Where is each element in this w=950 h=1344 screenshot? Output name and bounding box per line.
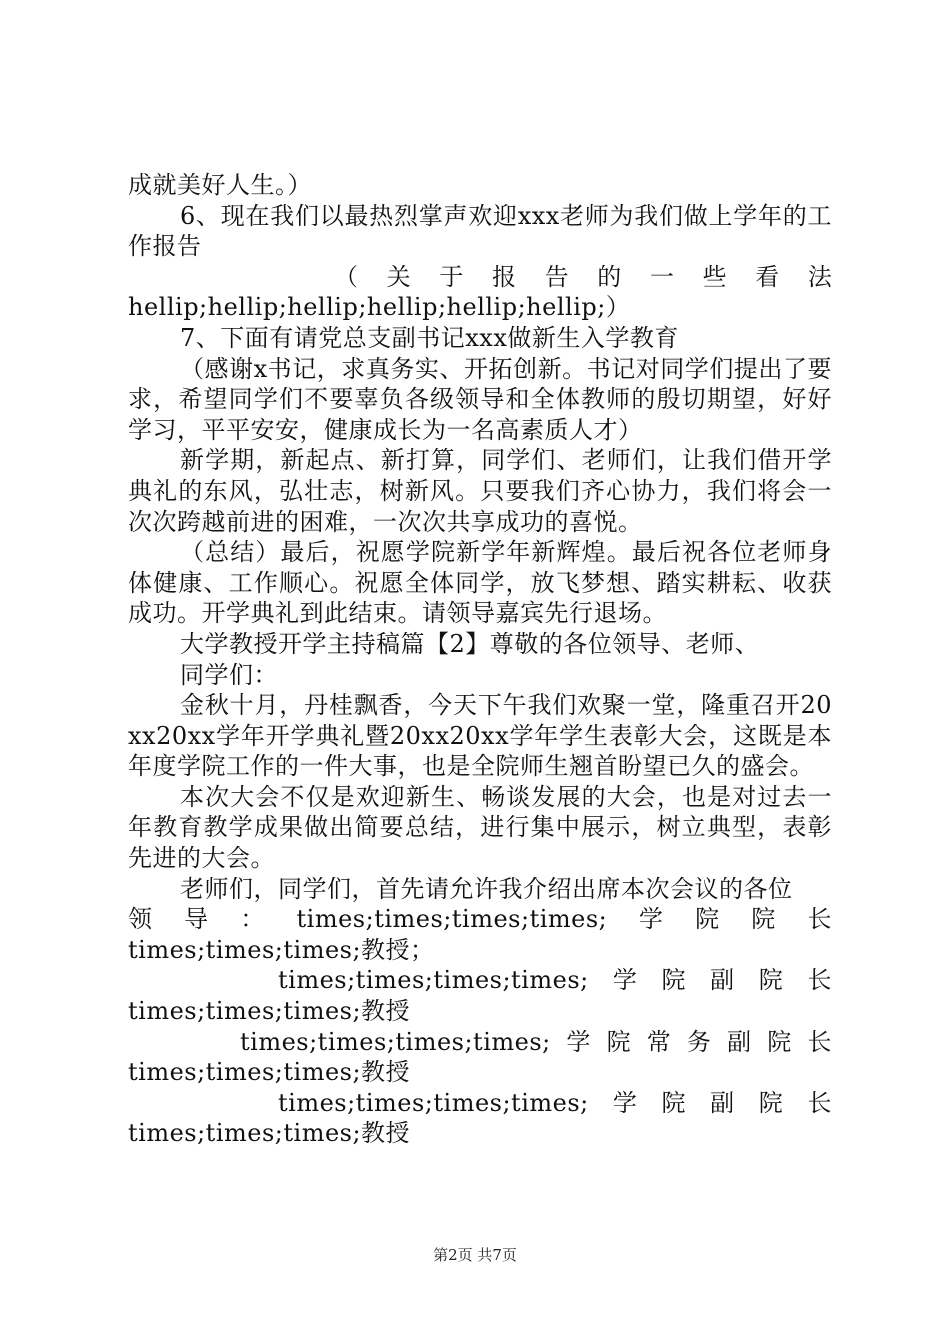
leader-line [128,1027,832,1058]
paragraph: 本次大会不仅是欢迎新生、畅谈发展的大会，也是对过去一年教育教学成果做出简要总结，进行集中展示，树立典型，表彰先进的大会。 [128,782,832,873]
spread-char: 告 [544,262,569,291]
leader-token: times;times;times;times; [240,1027,551,1056]
spread-char: 报 [491,262,516,291]
leader-token: 院 [606,1027,632,1056]
paragraph: （总结）最后，祝愿学院新学年新辉煌。最后祝各位老师身体健康、工作顺心。祝愿全体同学，放飞梦想、踏实耕耘、收获成功。开学典礼到此结束。请领导嘉宾先行退场。 [128,538,832,628]
leader-token: 学 [638,905,664,934]
leader-token: 长 [807,905,832,934]
leader-token: ： [240,905,265,934]
paragraph: hellip;hellip;hellip;hellip;hellip;hellip;） [128,293,631,322]
leader-token: 院 [751,905,776,934]
leader-token: 长 [807,1027,832,1056]
spread-char: 的 [597,262,622,291]
leader-token: 院 [695,905,720,934]
leader-token: 副 [710,966,735,995]
spread-char: 些 [702,262,727,291]
leader-token: times;times;times;times; [278,966,589,995]
leader-token: 院 [661,1088,687,1117]
leader-token: times;times;times;times; [278,1088,589,1117]
paragraph: 6、现在我们以最热烈掌声欢迎xxx老师为我们做上学年的工作报告 [128,201,832,261]
paragraph: 金秋十月，丹桂飘香，今天下午我们欢聚一堂，隆重召开20xx20xx学年开学典礼暨20xx20xx学年学生表彰大会，这既是本年度学院工作的一件大事，也是全院师生翘首盼望已久的盛会。 [128,691,832,781]
leader-token: 长 [807,1088,832,1117]
leader-token: 常 [646,1027,672,1056]
leader-token: 学 [612,966,638,995]
leader-token: 务 [686,1027,712,1056]
spread-char: 法 [807,262,832,291]
leader-token: 导 [184,905,209,934]
leader-line [128,965,832,996]
page-number-footer: 第2页 共7页 [433,1246,517,1264]
paragraph: 7、下面有请党总支副书记xxx做新生入学教育 [180,323,679,352]
leader-token: 长 [807,966,832,995]
paragraph: 大学教授开学主持稿篇【2】尊敬的各位领导、老师、 [180,629,760,658]
paragraph: 老师们，同学们，首先请允许我介绍出席本次会议的各位 [180,874,793,903]
leader-line [128,1088,832,1119]
document-body [128,170,832,1149]
spread-char: 关 [386,262,411,291]
leader-token: times;times;times;times; [296,905,608,934]
spread-char: 一 [649,262,674,291]
leader-token: 副 [710,1088,735,1117]
leader-token: 副 [727,1027,752,1056]
leader-token: 院 [758,1088,784,1117]
leader-title: times;times;times;教授； [128,935,435,964]
leader-token: 领 [128,905,153,934]
leader-line [128,904,832,935]
leader-token: 学 [612,1088,638,1117]
leader-token: 院 [767,1027,792,1056]
spread-char: 看 [755,262,780,291]
leader-title: times;times;times;教授 [128,997,411,1026]
paragraph: 同学们： [180,660,278,689]
leader-title: times;times;times;教授 [128,1119,411,1148]
leader-token: 院 [758,966,784,995]
paragraph: 成就美好人生。） [128,171,312,199]
spread-char: （ [334,262,358,291]
leader-token: 院 [661,966,687,995]
leader-title: times;times;times;教授 [128,1058,411,1087]
paragraph: 新学期，新起点、新打算，同学们、老师们，让我们借开学典礼的东风，弘壮志，树新风。只要我们齐心协力，我们将会一次次跨越前进的困难，一次次共享成功的喜悦。 [128,446,832,536]
spread-char: 于 [439,262,464,291]
spread-line [334,262,832,293]
paragraph [128,262,832,293]
leader-token: 学 [566,1027,591,1056]
paragraph: （感谢x书记，求真务实、开拓创新。书记对同学们提出了要求，希望同学们不要辜负各级领导和全体教师的殷切期望，好好学习，平平安安，健康成长为一名高素质人才） [128,354,832,444]
